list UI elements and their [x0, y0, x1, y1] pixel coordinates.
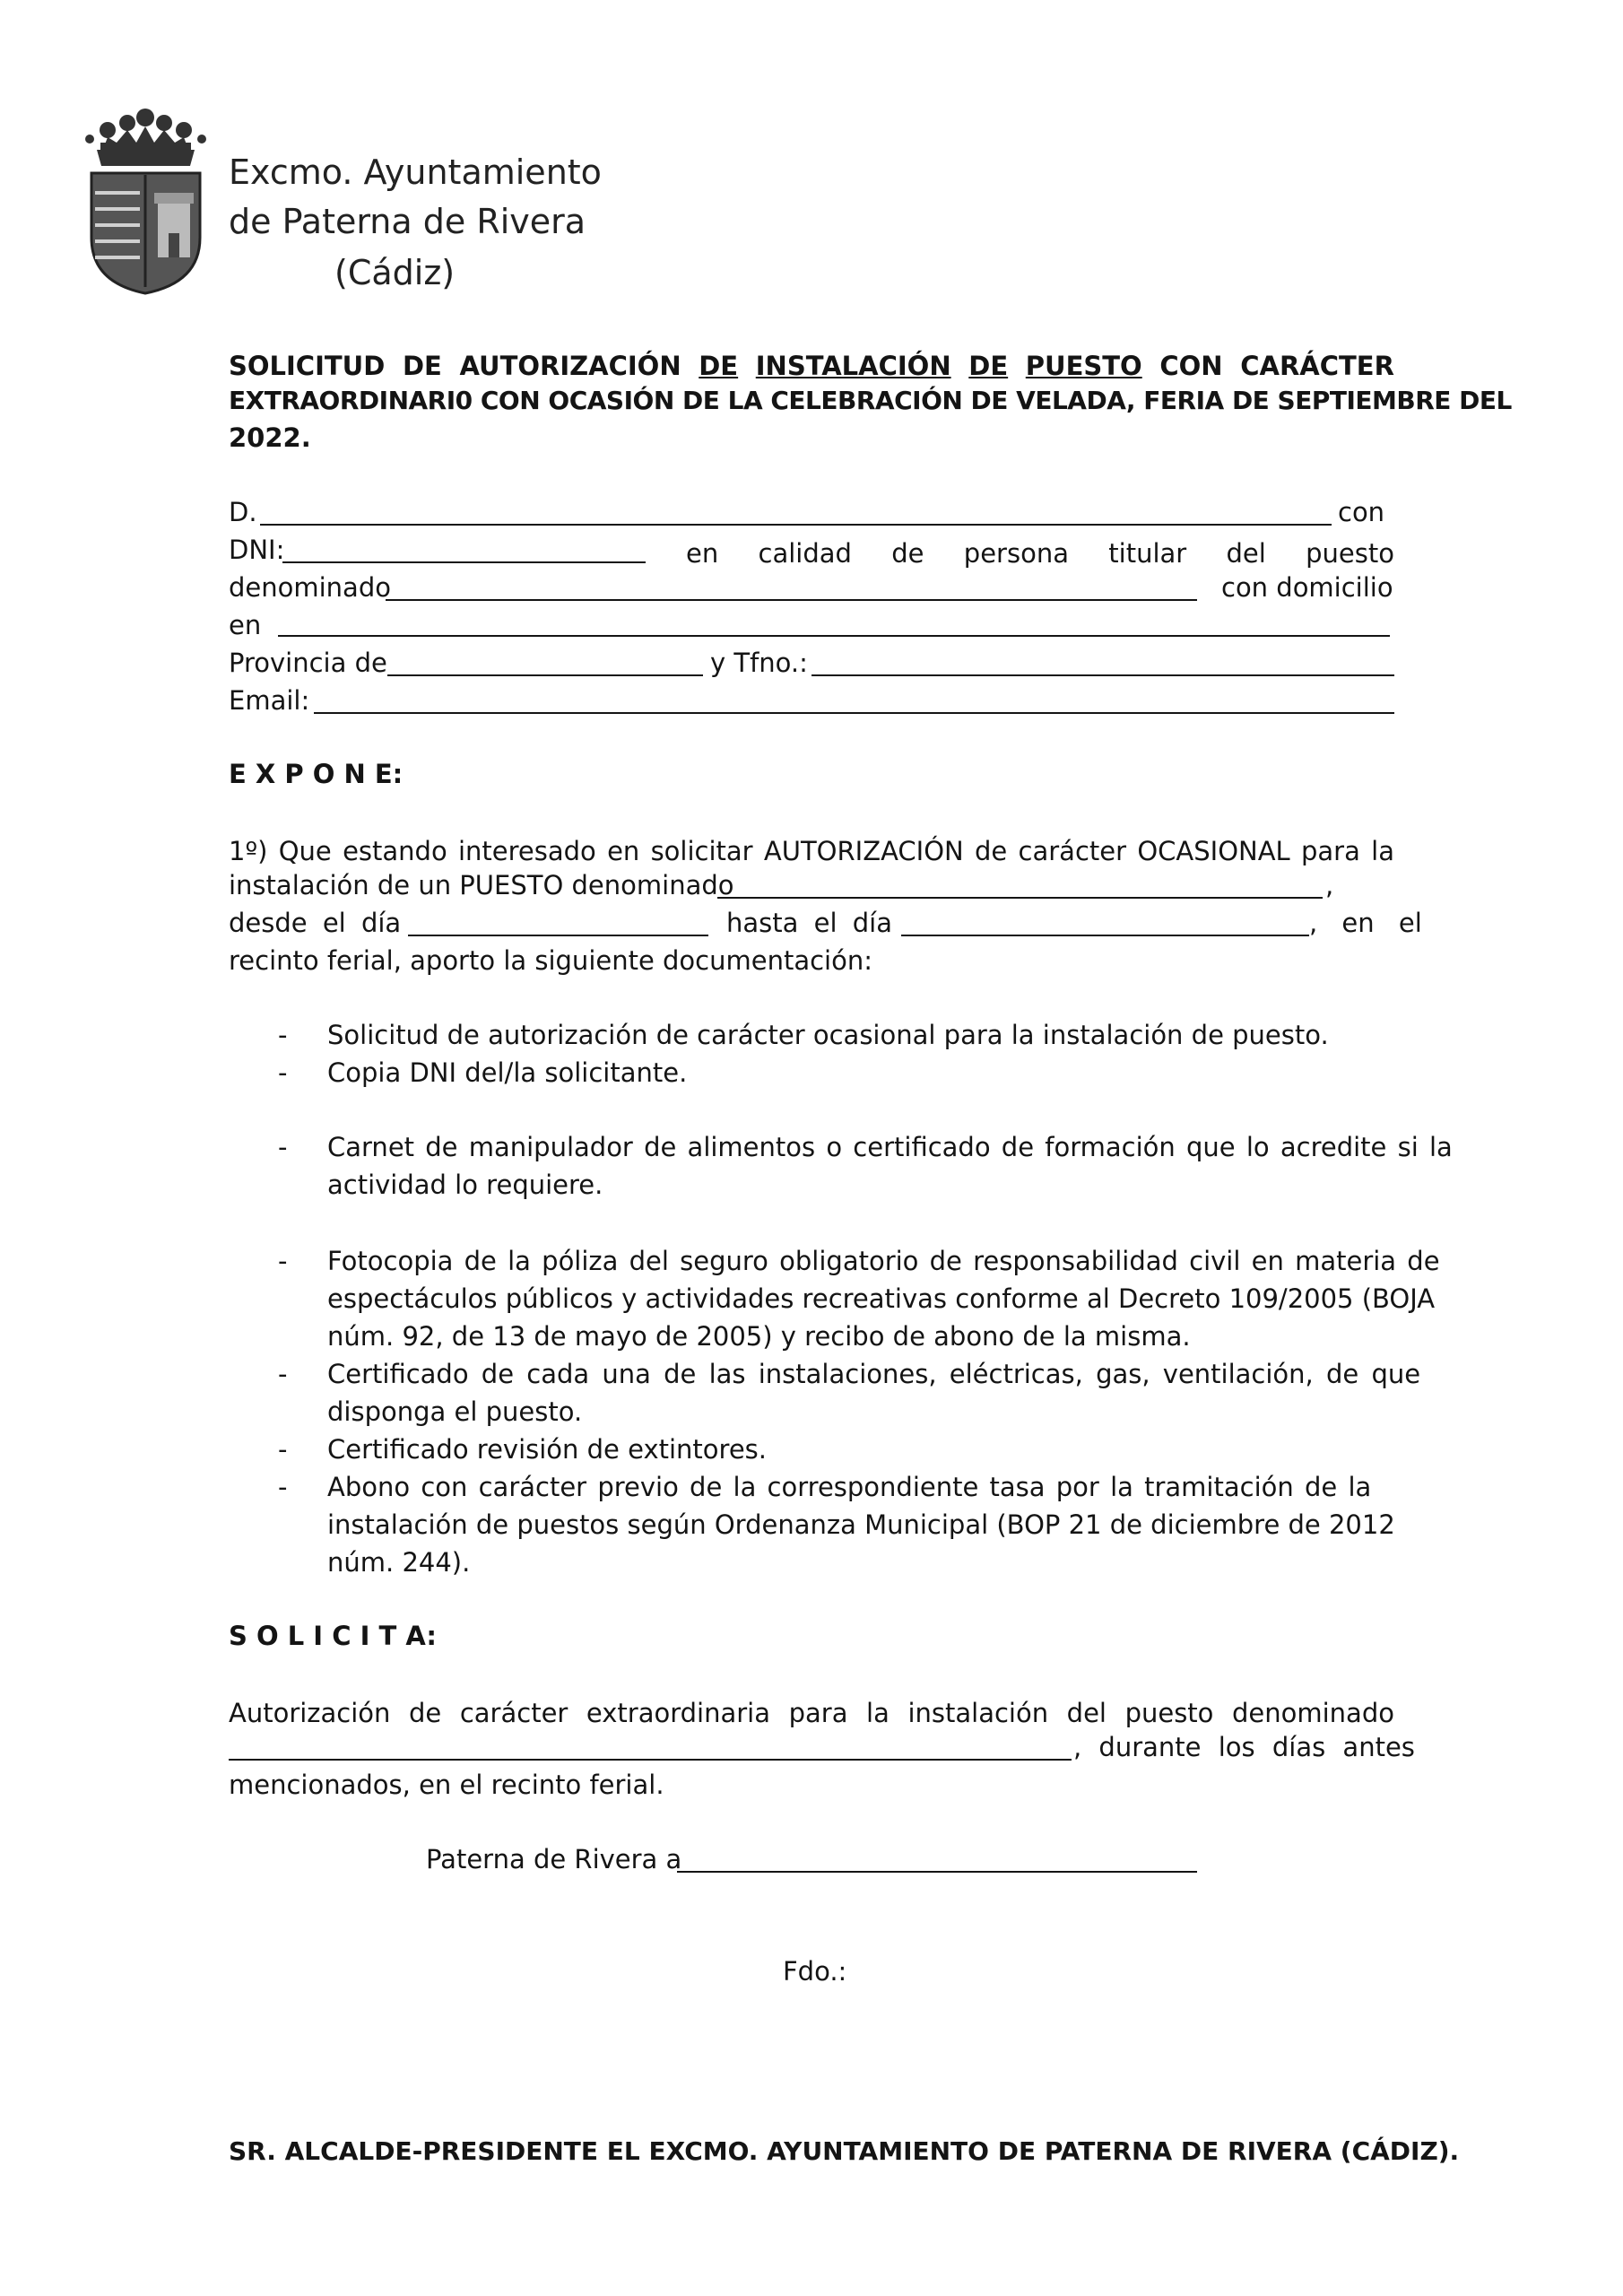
denominado-label: denominado [229, 572, 391, 603]
expone-word: en [607, 836, 640, 866]
doc-item-cont: espectáculos públicos y actividades recreativas conforme al Decreto 109/2005 (BOJA [327, 1283, 1436, 1314]
coat-of-arms-logo [81, 103, 211, 296]
list-dash: - [278, 1472, 288, 1502]
list-dash: - [278, 1246, 288, 1276]
puesto-name-field-line[interactable] [717, 897, 1323, 899]
title-word: AUTORIZACIÓN [459, 351, 681, 381]
quality-text [686, 532, 1394, 569]
tfno-field-line[interactable] [812, 674, 1394, 676]
quality-word: en [686, 538, 719, 569]
solicita-word: la [866, 1698, 890, 1728]
header-line-3: (Cádiz) [334, 253, 456, 292]
list-dash: - [278, 1132, 288, 1162]
expone-word: AUTORIZACIÓN [763, 836, 964, 866]
d-label: D. [229, 497, 257, 527]
doc-item: Solicitud de autorización de carácter ocasional para la instalación de puesto. [327, 1020, 1329, 1050]
quality-word: del [1226, 538, 1266, 569]
quality-word: titular [1108, 538, 1187, 569]
solicita-word: del [1066, 1698, 1107, 1728]
solicita-word: para [788, 1698, 848, 1728]
denominado-field-line[interactable] [386, 599, 1197, 601]
doc-item: Certificado de cada una de las instalaciones, eléctricas, gas, ventilación, de que [327, 1359, 1421, 1389]
expone-word: estando [343, 836, 447, 866]
doc-item: Copia DNI del/la solicitante. [327, 1057, 688, 1088]
doc-item-cont: actividad lo requiere. [327, 1170, 603, 1200]
expone-p1-line4: recinto ferial, aporto la siguiente documentación: [229, 945, 873, 976]
email-label: Email: [229, 685, 310, 716]
quality-word: de [891, 538, 924, 569]
title-word-underlined: PUESTO [1025, 351, 1142, 381]
provincia-field-line[interactable] [387, 674, 703, 676]
doc-item: Abono con carácter previo de la correspondiente tasa por la tramitación de la [327, 1472, 1372, 1502]
expone-word: de [975, 836, 1008, 866]
list-dash: - [278, 1359, 288, 1389]
solicita-word: extraordinaria [586, 1698, 771, 1728]
title-word-underlined: INSTALACIÓN [755, 351, 951, 381]
title-word: SOLICITUD [229, 351, 386, 381]
expone-heading: E X P O N E: [229, 759, 404, 789]
desde-label: desde el día [229, 908, 402, 938]
header-line-2: de Paterna de Rivera [229, 202, 586, 241]
expone-word: interesado [457, 836, 596, 866]
expone-word: la [1371, 836, 1394, 866]
solicita-line-2-tail: , durante los días antes [1073, 1732, 1415, 1762]
title-word-underlined: DE [968, 351, 1009, 381]
con-label: con [1338, 497, 1385, 527]
solicita-line-1 [229, 1692, 1394, 1728]
date-field-line[interactable] [677, 1871, 1197, 1873]
expone-p1-line2: instalación de un PUESTO denominado [229, 870, 734, 900]
solicita-heading: S O L I C I T A: [229, 1621, 437, 1651]
title-word: CARÁCTER [1240, 351, 1394, 381]
expone-word: solicitar [650, 836, 753, 866]
quality-word: calidad [758, 538, 852, 569]
quality-word: persona [963, 538, 1069, 569]
solicita-word: instalación [907, 1698, 1049, 1728]
solicita-word: carácter [459, 1698, 568, 1728]
tfno-label: y Tfno.: [710, 648, 808, 678]
title-line-3: 2022. [229, 422, 311, 453]
solicita-word: puesto [1124, 1698, 1214, 1728]
place-date-label: Paterna de Rivera a [426, 1844, 682, 1874]
name-field-line[interactable] [260, 524, 1332, 526]
provincia-label: Provincia de [229, 648, 387, 678]
dni-label: DNI: [229, 535, 285, 565]
solicita-line-3: mencionados, en el recinto ferial. [229, 1770, 664, 1800]
expone-word: carácter [1018, 836, 1127, 866]
expone-word: para [1301, 836, 1360, 866]
doc-item: Carnet de manipulador de alimentos o certificado de formación que lo acredite si la [327, 1132, 1453, 1162]
doc-item-cont: disponga el puesto. [327, 1396, 583, 1427]
solicita-puesto-field-line[interactable] [229, 1759, 1072, 1761]
doc-item-cont: núm. 92, de 13 de mayo de 2005) y recibo de abono de la misma. [327, 1321, 1191, 1352]
header-line-1: Excmo. Ayuntamiento [229, 152, 602, 192]
hasta-field-line[interactable] [901, 935, 1309, 936]
title-word: CON [1159, 351, 1223, 381]
solicita-word: Autorización [229, 1698, 391, 1728]
en-el-label: , en el [1309, 908, 1422, 938]
addressee-footer: SR. ALCALDE-PRESIDENTE EL EXCMO. AYUNTAMIENTO DE PATERNA DE RIVERA (CÁDIZ). [229, 2136, 1460, 2166]
list-dash: - [278, 1434, 288, 1465]
expone-word: OCASIONAL [1137, 836, 1290, 866]
hasta-label: hasta el día [726, 908, 892, 938]
title-word: DE [699, 351, 739, 381]
doc-item-cont: instalación de puestos según Ordenanza Municipal (BOP 21 de diciembre de 2012 [327, 1509, 1395, 1540]
con-domicilio-label: con domicilio [1221, 572, 1393, 603]
title-word: DE [402, 351, 442, 381]
expone-p1-line1 [229, 830, 1394, 866]
title-line-2: EXTRAORDINARI0 CON OCASIÓN DE LA CELEBRACIÓN DE VELADA, FERIA DE SEPTIEMBRE DEL [229, 386, 1512, 415]
doc-item-cont: núm. 244). [327, 1547, 471, 1578]
signature-label: Fdo.: [783, 1956, 847, 1987]
title-line-1 [229, 344, 1394, 381]
solicita-word: de [409, 1698, 442, 1728]
dni-field-line[interactable] [282, 561, 646, 563]
doc-item: Certificado revisión de extintores. [327, 1434, 767, 1465]
email-field-line[interactable] [314, 712, 1394, 714]
comma-mark: , [1325, 870, 1334, 900]
domicilio-field-line[interactable] [278, 635, 1390, 637]
en-label: en [229, 610, 262, 640]
doc-item: Fotocopia de la póliza del seguro obligatorio de responsabilidad civil en materia de [327, 1246, 1440, 1276]
expone-word: Que [278, 836, 332, 866]
list-dash: - [278, 1057, 288, 1088]
desde-field-line[interactable] [408, 935, 708, 936]
list-dash: - [278, 1020, 288, 1050]
quality-word: puesto [1306, 538, 1394, 569]
expone-word: 1º) [229, 836, 268, 866]
solicita-word: denominado [1232, 1698, 1394, 1728]
